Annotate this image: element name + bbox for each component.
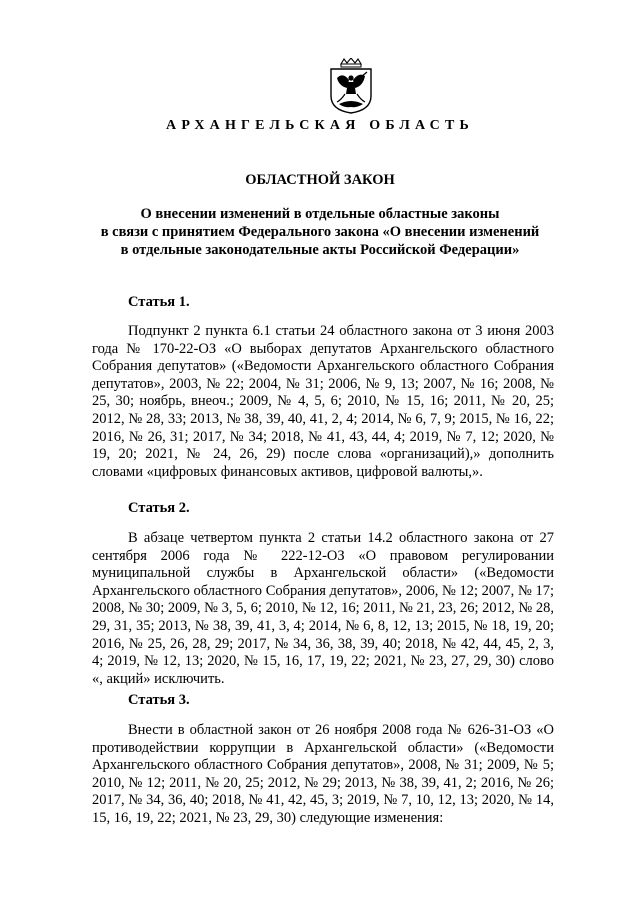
document-title bbox=[80, 205, 560, 259]
article-3-heading: Статья 3. bbox=[128, 692, 190, 708]
arkhangelsk-coat-of-arms-icon bbox=[327, 58, 375, 114]
article-2-text: В абзаце четвертом пункта 2 статьи 14.2 областного закона от 27 сентября 2006 года № 222-12-ОЗ «О правовом регулировании муниципальной службы в Архангельской области» («Ведомости Архангельского областного Собрания депутатов», 2006, № 12; 2007, № 17; 2008, № 30; 2009, № 3, 5, 6; 2010, № 12, 16; 2011, № 21, 23, 26; 2012, № 28, 29, 31, 35; 2013, № 38, 39, 41, 3, 4; 2014, № 6, 8, 12, 13; 2015, № 18, 19, 20; 2016, № 25, 26, 28, 29; 2017, № 34, 36, 38, 39, 40; 2018, № 42, 44, 45, 2, 3, 4; 2019, № 12, 13; 2020, № 15, 16, 17, 19, 22; 2021, № 23, 27, 29, 30) слово «, акций» исключить. bbox=[92, 530, 554, 687]
title-line: в связи с принятием Федерального закона «О внесении изменений bbox=[100, 224, 540, 240]
document-type: ОБЛАСТНОЙ ЗАКОН bbox=[245, 172, 395, 188]
article-3-text: Внести в областной закон от 26 ноября 2008 года № 626-31-ОЗ «О противодействии коррупции в Архангельской области» («Ведомости Архангельского областного Собрания депутатов», 2008, № 31; 2009, № 5; 2010, № 12; 2011, № 20, 25; 2012, № 29; 2013, № 38, 39, 41, 2; 2016, № 26; 2017, № 34, 36, 40; 2018, № 41, 42, 45, 3; 2019, № 7, 10, 12, 13; 2020, № 14, 15, 16, 19, 22; 2021, № 23, 29, 30) следующие изменения: bbox=[92, 722, 554, 826]
article-2-heading: Статья 2. bbox=[128, 500, 190, 516]
article-1-text: Подпункт 2 пункта 6.1 статьи 24 областного закона от 3 июня 2003 года № 170-22-ОЗ «О выборах депутатов Архангельского областного Собрания депутатов» («Ведомости Архангельского областного Собрания депутатов», 2003, № 22; 2004, № 31; 2006, № 9, 13; 2007, № 16; 2008, № 25, 30; ноябрь, внеоч.; 2009, № 4, 5, 6; 2010, № 15, 16; 2011, № 20, 25; 2012, № 28, 33; 2013, № 38, 39, 40, 41, 2, 4; 2014, № 6, 7, 9; 2015, № 16, 22; 2016, № 26, 31; 2017, № 34; 2018, № 41, 43, 44, 4; 2019, № 7, 12; 2020, № 19, 20; 2021, № 24, 26, 29) после слова «организаций),» дополнить словами «цифровых финансовых активов, цифровой валюты,». bbox=[92, 323, 554, 480]
article-1-heading: Статья 1. bbox=[128, 294, 190, 310]
region-name: АРХАНГЕЛЬСКАЯ ОБЛАСТЬ bbox=[166, 118, 474, 133]
title-line: в отдельные законодательные акты Российской Федерации» bbox=[120, 242, 520, 258]
title-line: О внесении изменений в отдельные областные законы bbox=[140, 206, 500, 222]
